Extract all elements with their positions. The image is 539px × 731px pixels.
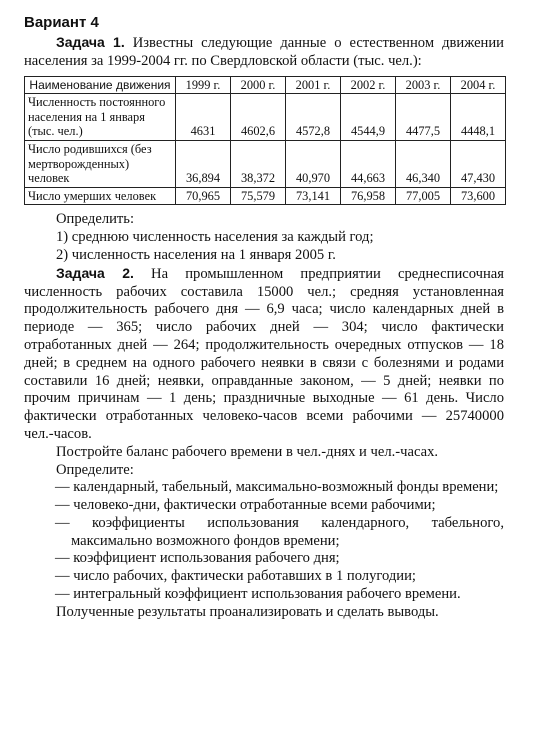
task1-determine-list xyxy=(24,211,504,264)
task2-heading: Задача 2. xyxy=(56,264,134,281)
header-year-cell: 2001 г. xyxy=(286,76,341,94)
task2-determine-list xyxy=(24,479,504,604)
list-item: 1) среднюю численность населения за каждый год; xyxy=(56,229,374,246)
table-row xyxy=(25,187,506,205)
list-item: — число рабочих, фактически работавших в 1 полугодии; xyxy=(55,568,416,585)
task1-determine-label: Определить: xyxy=(56,211,135,228)
value-cell: 4477,5 xyxy=(396,94,451,141)
header-year-cell: 2004 г. xyxy=(451,76,506,94)
value-cell: 4602,6 xyxy=(231,94,286,141)
value-cell: 4544,9 xyxy=(341,94,396,141)
table-row xyxy=(25,140,506,187)
header-name-cell: Наименование движения xyxy=(25,76,176,94)
value-cell: 38,372 xyxy=(231,140,286,187)
list-item: — календарный, табельный, максимально-возможный фонды времени; xyxy=(55,479,499,496)
list-item: — человеко-дни, фактически отработанные всеми рабочими; xyxy=(55,497,436,514)
header-year-cell: 2002 г. xyxy=(341,76,396,94)
value-cell: 46,340 xyxy=(396,140,451,187)
table-header-row xyxy=(25,76,506,94)
population-table xyxy=(24,76,506,206)
task1-intro xyxy=(24,34,504,71)
variant-title: Вариант 4 xyxy=(24,14,99,31)
list-item: 2) численность населения на 1 января 2005 г. xyxy=(56,246,336,263)
value-cell: 4448,1 xyxy=(451,94,506,141)
value-cell: 4631 xyxy=(176,94,231,141)
value-cell: 4572,8 xyxy=(286,94,341,141)
task2-conclusion: Полученные результаты проанализировать и сделать выводы. xyxy=(56,603,439,620)
list-item: — коэффициенты использования календарного, табельного, максимально возможного фондов времени; xyxy=(55,514,504,549)
header-year-cell: 2000 г. xyxy=(231,76,286,94)
task2-build-instruction: Постройте баланс рабочего времени в чел.-днях и чел.-часах. xyxy=(56,443,439,460)
value-cell: 47,430 xyxy=(451,140,506,187)
value-cell: 77,005 xyxy=(396,187,451,205)
value-cell: 36,894 xyxy=(176,140,231,187)
task2-determine-label: Определите: xyxy=(56,461,134,478)
task2-intro xyxy=(24,265,504,444)
value-cell: 76,958 xyxy=(341,187,396,205)
list-item: — коэффициент использования рабочего дня; xyxy=(55,550,340,567)
header-year-cell: 1999 г. xyxy=(176,76,231,94)
task1-heading: Задача 1. xyxy=(56,34,125,50)
value-cell: 75,579 xyxy=(231,187,286,205)
task2-text: На промышленном предприятии среднесписочная численность рабочих составила 15000 чел.; средняя установленная продолжительность рабочего дня — 6,9 часа; число календарных дней в периоде — 365; число рабочих дней — 304; число фактически отработанных дней — 264; продолжительность очередных отпусков — 18 дней; в среднем на одного рабочего неявки в связи с болезнями и родами составили 16 дней; неявки, оправданные законом, — 5 дней; неявки по прочим причинам — 1 день; праздничные выходные — 61 день. Число фактически отработанных человеко-часов всеми рабочими — 25740000 чел.-часов. xyxy=(24,265,504,442)
header-year-cell: 2003 г. xyxy=(396,76,451,94)
value-cell: 73,141 xyxy=(286,187,341,205)
value-cell: 44,663 xyxy=(341,140,396,187)
document-page xyxy=(24,14,504,622)
list-item: — интегральный коэффициент использования рабочего времени. xyxy=(55,586,461,603)
task1-text: Известны следующие данные о естественном движении населения за 1999-2004 гг. по Свердловской области (тыс. чел.): xyxy=(24,35,504,69)
value-cell: 70,965 xyxy=(176,187,231,205)
value-cell: 73,600 xyxy=(451,187,506,205)
table-row xyxy=(25,94,506,141)
row-label-cell: Число родившихся (без мертворожденных) человек xyxy=(25,140,176,187)
value-cell: 40,970 xyxy=(286,140,341,187)
row-label-cell: Число умерших человек xyxy=(25,187,176,205)
row-label-cell: Численность постоянного населения на 1 января (тыс. чел.) xyxy=(25,94,176,141)
